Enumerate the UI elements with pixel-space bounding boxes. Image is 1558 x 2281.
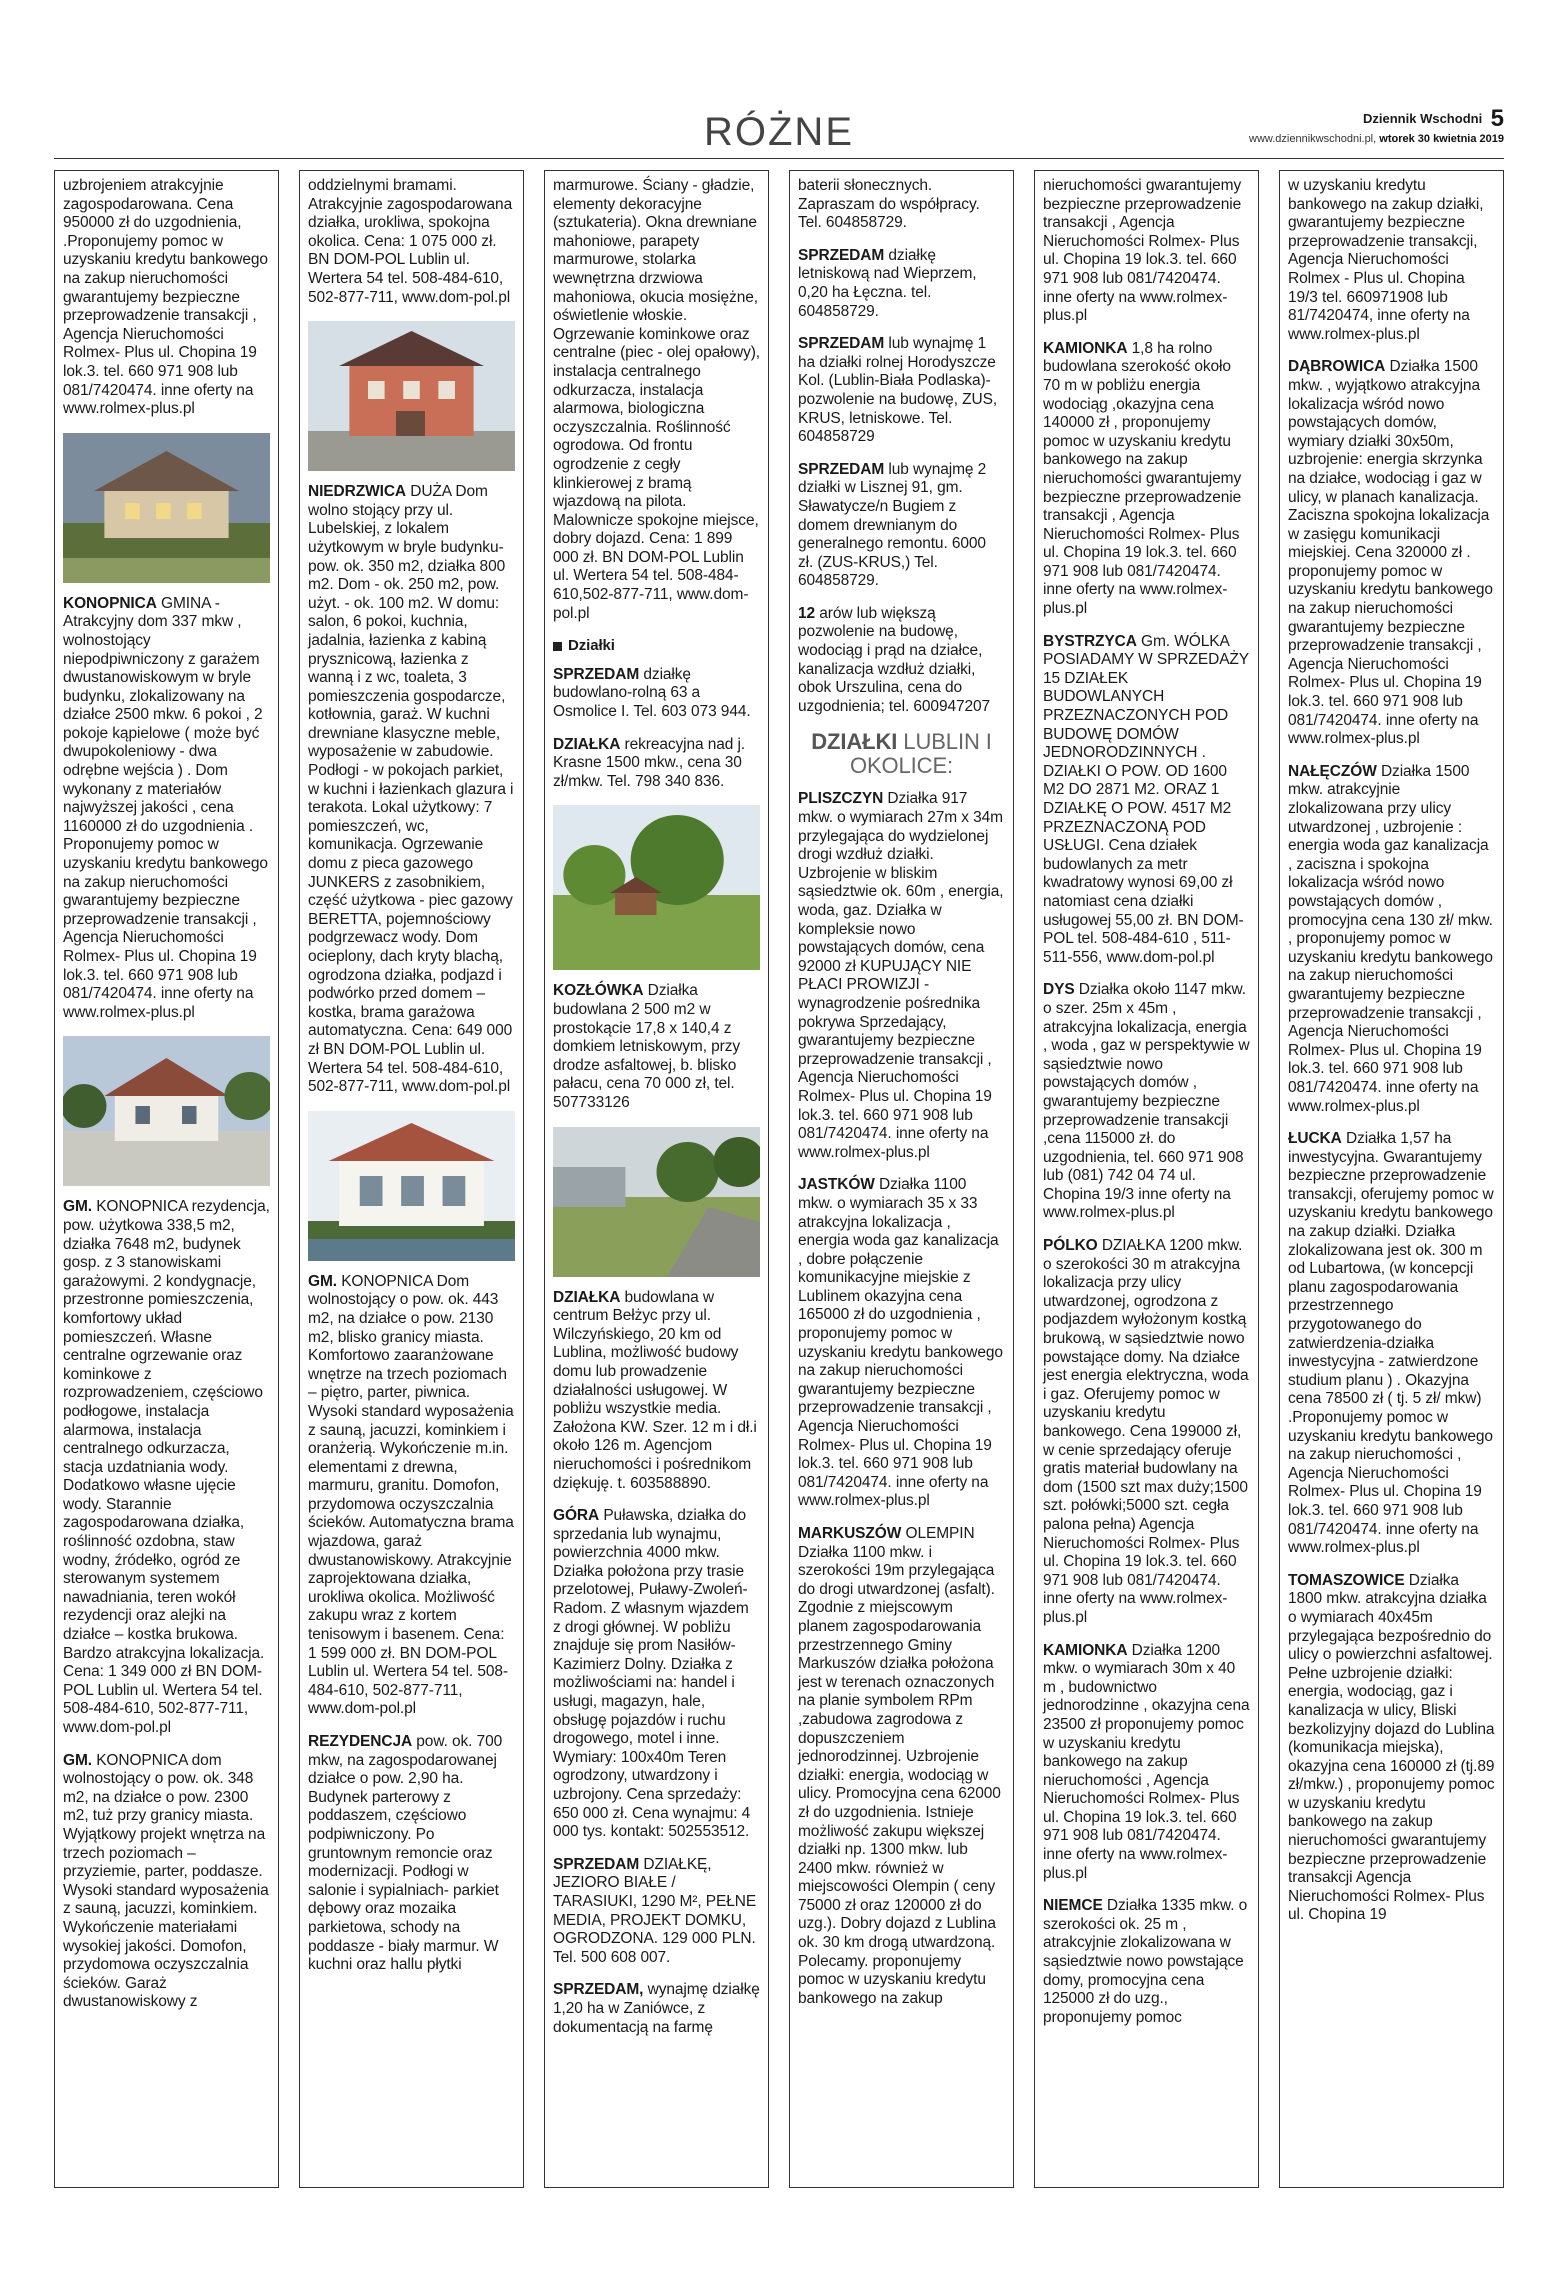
- ad-text: DZIAŁKA 1200 mkw. o szerokości 30 m atrakcyjna lokalizacja przy ulicy utwardzonej, ogrodzona z podjazdem wyłożonym kostką brukową, w sąsiedztwie nowo powstające domy. Na działce jest energia elektryczna, woda i gaz. Oferujemy pomoc w uzyskaniu kredytu bankowego. Cena 199000 zł, w cenie sprzedający oferuje gratis materiał budowlany na dom (1500 szt max duży;1500 szt. połówki;5000 szt. cegła palona pełna) Agencja Nieruchomości Rolmex- Plus ul. Chopina 19 lok.3. tel. 660 971 908 lub 081/7420474. inne oferty na www.rolmex-plus.pl: [1043, 1237, 1249, 1626]
- classified-ad: [553, 982, 760, 1112]
- ad-text: działkę budowlano-rolną 63 a Osmolice I. Tel. 603 073 944.: [553, 665, 751, 721]
- classified-ad: [1043, 633, 1250, 968]
- ad-lead: DZIAŁKA: [553, 735, 621, 753]
- ad-lead: SPRZEDAM: [798, 335, 885, 353]
- classified-ad: [553, 177, 760, 623]
- classified-ad: [63, 1198, 270, 1737]
- ad-text: OLEMPIN Działka 1100 mkw. i szerokości 19m przylegająca do drogi utwardzonej (asfalt). Zgodnie z miejscowym planem zagospodarowania przestrzennego Gminy Markuszów działka położona jest w terenach oznaczonych na planie symbolem RPm ,zabudowa zagrodowa z dopuszczeniem jednorodzinnej. Uzbrojenie działki: energia, wodociąg w ulicy. Promocyjna cena 62000 zł do uzgodnienia. Istnieje możliwość zakupu większej działki np. 1300 mkw. lub 2400 mkw. również w miejscowości Olempin ( ceny 75000 zł oraz 120000 zł do uzg.). Dobry dojazd z Lublina ok. 30 km drogą utwardzoną. Polecamy. proponujemy pomoc w uzyskaniu kredytu bankowego na zakup: [798, 1525, 1001, 2007]
- classified-ad: [553, 666, 760, 722]
- ad-text: 1,8 ha rolno budowlana szerokość około 70 m w pobliżu energia wodociąg ,okazyjna cena 140000 zł , proponujemy pomoc w uzyskaniu kredytu bankowego na zakup nieruchomości gwarantujemy bezpieczne przeprowadzenie transakcji , Agencja Nieruchomości Rolmex- Plus ul. Chopina 19 lok.3. tel. 660 971 908 lub 081/7420474. inne oferty na www.rolmex-plus.pl: [1043, 339, 1242, 618]
- ad-text: nieruchomości gwarantujemy bezpieczne przeprowadzenie transakcji , Agencja Nieruchomości Rolmex- Plus ul. Chopina 19 lok.3. tel. 660 971 908 lub 081/7420474. inne oferty na www.rolmex-plus.pl: [1043, 177, 1242, 325]
- ad-text: działkę letniskową nad Wieprzem, 0,20 ha Łęczna. tel. 604858729.: [798, 246, 977, 320]
- ad-lead: MARKUSZÓW: [798, 1525, 902, 1542]
- classified-ad: [553, 1981, 760, 2037]
- classified-ad: [798, 1176, 1005, 1511]
- house-photo-image: [308, 321, 515, 471]
- subsection-heading: [798, 730, 1005, 778]
- ad-text: Działka 1800 mkw. atrakcyjna działka o wymiarach 40x45m przylegająca bezpośrednio do ulicy o powierzchni asfaltowej. Pełne uzbrojenie działki: energia, wodociąg, gaz i kanalizacja w ulicy, Bliski bezkolizyjny dojazd do Lublina (komunikacja miejska), okazyjna cena 160000 zł (tj.89 zł/mkw.) , proponujemy pomoc w uzyskaniu kredytu bankowego na zakup nieruchomości gwarantujemy bezpieczne przeprowadzenie transakcji Agencja Nieruchomości Rolmex- Plus ul. Chopina 19: [1288, 1571, 1495, 1924]
- ad-lead: DĄBROWICA: [1288, 358, 1386, 376]
- ad-text: marmurowe. Ściany - gładzie, elementy dekoracyjne (sztukateria). Okna drewniane mahoniowe, parapety marmurowe, stolarka wewnętrzna drzwiowa mahoniowa, okucia mosiężne, oświetlenie włoskie. Ogrzewanie kominkowe oraz centralne (piec - olej opałowy), instalacja centralnego odkurzacza, instalacja alarmowa, biologiczna oczyszczalnia. Roślinność ogrodowa. Od frontu ogrodzenie z cegły klinkierowej z bramą wjazdową na pilota. Malownicze spokojne miejsce, dobry dojazd. Cena: 1 899 000 zł. BN DOM-POL Lublin ul. Wertera 54 tel. 508-484-610,502-877-711, www.dom-pol.pl: [553, 177, 761, 622]
- classified-ad: [798, 461, 1005, 591]
- ad-text: KONOPNICA dom wolnostojący o pow. ok. 348 m2, na działce o pow. 2300 m2, tuż przy granicy miasta. Wyjątkowy projekt wnętrza na trzech poziomach – przyziemie, parter, poddasze. Wysoki standard wyposażenia z sauną, jacuzzi, kominkiem. Wykończenie materiałami wysokiej jakości. Domofon, przydomowa oczyszczalnia ścieków. Garaż dwustanowiskowy z: [63, 1751, 269, 2011]
- classified-ad: [1288, 763, 1495, 1116]
- ad-lead: NIEDRZWICA: [308, 483, 407, 501]
- ad-text: DUŻA Dom wolno stojący przy ul. Lubelskiej, z lokalem użytkowym w bryle budynku- pow. ok. 350 m2, działka 800 m2. Dom - ok. 250 m2, pow. użyt. - ok. 100 m2. W domu: salon, 6 pokoi, kuchnia, jadalnia, łazienka z kabiną prysznicową, łazienka z wanną i z wc, toaleta, 3 pomieszczenia gospodarcze, kotłownia, garaż. W kuchni drewniane klasyczne meble, wyposażenie w zabudowie. Podłogi - w pokojach parkiet, w kuchni i łazienkach glazura i terakota. Lokal użytkowy: 7 pomieszczeń, wc, komunikacja. Ogrzewanie domu z pieca gazowego JUNKERS z zasobnikiem, część użytkowa - piec gazowy BERETTA, pojemnościowy podgrzewacz wody. Dom ocieplony, dach kryty blachą, ogrodzona działka, podjazd i podwórko przed domem – kostka, brama garażowa automatyczna. Cena: 649 000 zł BN DOM-POL Lublin ul. Wertera 54 tel. 508-484-610, 502-877-711, www.dom-pol.pl: [308, 483, 514, 1096]
- column-3: [544, 170, 769, 2188]
- ad-text: uzbrojeniem atrakcyjnie zagospodarowana. Cena 950000 zł do uzgodnienia, .Proponujemy pomoc w uzyskaniu kredytu bankowego na zakup nieruchomości gwarantujemy bezpieczne przeprowadzenie transakcji , Agencja Nieruchomości Rolmex- Plus ul. Chopina 19 lok.3. tel. 660 971 908 lub 081/7420474. inne oferty na www.rolmex-plus.pl: [63, 177, 268, 418]
- ad-text: oddzielnymi bramami. Atrakcyjnie zagospodarowana działka, urokliwa, spokojna okolica. Cena: 1 075 000 zł. BN DOM-POL Lublin ul. Wertera 54 tel. 508-484-610, 502-877-711, www.dom-pol.pl: [308, 177, 513, 306]
- plot-photo-image: [553, 1127, 760, 1277]
- website[interactable]: www.dziennikwschodni.pl: [1249, 133, 1374, 145]
- classified-ad: [1043, 1237, 1250, 1627]
- ad-lead: PÓLKO: [1043, 1237, 1098, 1255]
- classified-ad: [1043, 1642, 1250, 1884]
- classified-ad: [63, 1752, 270, 2012]
- ad-text: Działka 1100 mkw. o wymiarach 35 x 33 atrakcyjna lokalizacja , energia woda gaz kanalizacja , dobre połączenie komunikacyjne miejskie z Lublinem okazyjna cena 165000 zł do uzgodnienia , proponujemy pomoc w uzyskaniu kredytu bankowego na zakup nieruchomości gwarantujemy bezpieczne przeprowadzenie transakcji , Agencja Nieruchomości Rolmex- Plus ul. Chopina 19 lok.3. tel. 660 971 908 lub 081/7420474. inne oferty na www.rolmex-plus.pl: [798, 1176, 1003, 1510]
- classified-ad: [308, 483, 515, 1097]
- plot-photo: [553, 1127, 760, 1277]
- ad-text: w uzyskaniu kredytu bankowego na zakup działki, gwarantujemy bezpieczne przeprowadzenie transakcji, Agencja Nieruchomości Rolmex - Plus ul. Chopina 19/3 tel. 660971908 lub 81/7420474, inne oferty na www.rolmex-plus.pl: [1288, 177, 1484, 343]
- category-label: Działki: [568, 637, 615, 655]
- classified-ad: [308, 1733, 515, 1975]
- ad-lead: GM.: [63, 1198, 92, 1216]
- classified-ad: [1288, 177, 1495, 344]
- ad-text: Działka 1,57 ha inwestycyjna. Gwarantujemy bezpieczne przeprowadzenie transakcji, oferujemy pomoc w uzyskaniu kredytu bankowego na zakup działki. Działka zlokalizowana jest ok. 300 m od Lubartowa, (w koncepcji planu zagospodarowania przestrzennego przygotowanego do zatwierdzenia-działka inwestycyjna - zatwierdzone studium planu ) . Okazyjna cena 78500 zł ( tj. 5 zł/ mkw) .Proponujemy pomoc w uzyskaniu kredytu bankowego na zakup nieruchomości , Agencja Nieruchomości Rolmex- Plus ul. Chopina 19 lok.3. tel. 660 971 908 lub 081/7420474. inne oferty na www.rolmex-plus.pl: [1288, 1130, 1494, 1557]
- ad-lead: SPRZEDAM: [798, 246, 885, 264]
- classified-ad: [1043, 1897, 1250, 2027]
- ad-text: Działka budowlana 2 500 m2 w prostokącie 17,8 x 140,4 z domkiem letniskowym, przy drodze asfaltowej, b. blisko pałacu, cena 70 000 zł, tel. 507733126: [553, 982, 740, 1111]
- ad-text: KONOPNICA Dom wolnostojący o pow. ok. 443 m2, na działce o pow. 2130 m2, blisko granicy miasta. Komfortowo zaaranżowane wnętrze na trzech poziomach – piętro, parter, piwnica. Wysoki standard wyposażenia z sauną, jacuzzi, kominkiem i oranżerią. Wykończenie m.in. elementami z drewna, marmuru, granitu. Domofon, przydomowa oczyszczalnia ścieków. Automatyczna brama wjazdowa, garaż dwustanowiskowy. Atrakcyjnie zaprojektowana działka, urokliwa okolica. Możliwość zakupu wraz z kortem tenisowym i basenem. Cena: 1 599 000 zł. BN DOM-POL Lublin ul. Wertera 54 tel. 508-484-610, 502-877-711, www.dom-pol.pl: [308, 1272, 514, 1718]
- classified-ad: [798, 790, 1005, 1162]
- ad-text: Puławska, działka do sprzedania lub wynajmu, powierzchnia 4000 mkw. Działka położona przy trasie przelotowej, Puławy-Zwoleń-Radom. Z własnym wjazdem z drogi głównej. W pobliżu znajduje się prom Nasiłów-Kazimierz Dolny. Działka z możliwościami na: handel i usługi, magazyn, hale, obsługę pojazdów i ruchu drogowego, motel i inne. Wymiary: 100x40m Teren ogrodzony, utwardzony i uzbrojony. Cena sprzedaży: 650 000 zł. Cena wynajmu: 4 000 tys. kontakt: 502553512.: [553, 1507, 751, 1841]
- classified-ad: [553, 1856, 760, 1968]
- plot-photo-image: [553, 805, 760, 970]
- ad-text: Gm. WÓLKA POSIADAMY W SPRZEDAŻY 15 DZIAŁEK BUDOWLANYCH PRZEZNACZONYCH POD BUDOWĘ DOMÓW JEDNORODZINNYCH . DZIAŁKI O POW. OD 1600 M2 DO 2871 M2. ORAZ 1 DZIAŁKĘ O POW. 4517 M2 PRZEZNACZONĄ POD USŁUGI. Cena działek budowlanych za metr kwadratowy wynosi 69,00 zł natomiast cena działki usługowej 55,00 zł. BN DOM-POL tel. 508-484-610 , 511-511-556, www.dom-pol.pl: [1043, 632, 1249, 966]
- classified-ad: [63, 177, 270, 419]
- house-photo: [63, 433, 270, 583]
- column-5: [1034, 170, 1259, 2188]
- classified-ad: [798, 335, 1005, 447]
- ad-lead: GM.: [308, 1272, 337, 1290]
- ad-text: Działka 1335 mkw. o szerokości ok. 25 m , atrakcyjnie zlokalizowana w sąsiedztwie nowo powstające domy, promocyjna cena 125000 zł do uzg., proponujemy pomoc: [1043, 1897, 1248, 2026]
- ad-text: budowlana w centrum Bełżyc przy ul. Wilczyńskiego, 20 km od Lublina, możliwość budowy domu lub prowadzenie działalności usługowej. W pobliżu wszystkie media. Założona KW. Szer. 12 m i dł.i około 126 m. Agencjom nieruchomości i pośrednikom dziękuję. t. 603588890.: [553, 1288, 757, 1492]
- ad-lead: SPRZEDAM: [798, 460, 885, 478]
- ad-lead: SPRZEDAM: [553, 665, 640, 683]
- ad-lead: 12: [798, 604, 816, 622]
- classified-ad: [553, 736, 760, 792]
- ad-text: lub wynajmę 2 działki w Lisznej 91, gm. Sławatycze/n Bugiem z domem drewnianym do generalnego remontu. 6000 zł. (ZUS-KRUS,) Tel. 604858729.: [798, 460, 987, 590]
- classified-ad: [798, 247, 1005, 321]
- ad-text: wynajmę działkę 1,20 ha w Zaniówce, z dokumentacją na farmę: [553, 1981, 760, 2036]
- subsection-heading-rest: LUBLIN I OKOLICE:: [849, 729, 992, 779]
- ad-lead: ŁUCKA: [1288, 1130, 1342, 1148]
- page-number: 5: [1490, 105, 1504, 132]
- subsection-heading-bold: DZIAŁKI: [811, 729, 898, 755]
- ad-text: rekreacyjna nad j. Krasne 1500 mkw., cena 30 zł/mkw. Tel. 798 340 836.: [553, 735, 746, 790]
- classified-ad: [798, 1525, 1005, 2008]
- issue-date: wtorek 30 kwietnia 2019: [1379, 133, 1504, 145]
- category-heading: [553, 637, 760, 656]
- ad-lead: NAŁĘCZÓW: [1288, 762, 1377, 780]
- page-header: [54, 105, 1504, 159]
- ad-lead: DZIAŁKA: [553, 1288, 621, 1306]
- classified-ad: [1043, 340, 1250, 619]
- ad-lead: TOMASZOWICE: [1288, 1571, 1405, 1589]
- ad-text: baterii słonecznych. Zapraszam do współpracy. Tel. 604858729.: [798, 177, 980, 232]
- house-photo: [308, 1111, 515, 1261]
- column-1: [54, 170, 279, 2188]
- house-photo-image: [308, 1111, 515, 1261]
- ad-lead: KONOPNICA: [63, 594, 157, 612]
- classified-ad: [1288, 1130, 1495, 1558]
- ad-text: DZIAŁKĘ, JEZIORO BIAŁE / TARASIUKI, 1290 M², PEŁNE MEDIA, PROJEKT DOMKU, OGRODZONA. 129 000 PLN. Tel. 500 608 007.: [553, 1855, 757, 1966]
- brand-name: Dziennik Wschodni: [1363, 111, 1483, 126]
- ad-lead: PLISZCZYN: [798, 790, 884, 808]
- ad-text: Działka 1500 mkw. atrakcyjnie zlokalizowana przy ulicy utwardzonej , uzbrojenie : energia woda gaz kanalizacja , zaciszna i spokojna lokalizacja wśród nowo powstających domów , promocyjna cena 130 zł/ mkw. , proponujemy pomoc w uzyskaniu kredytu bankowego na zakup nieruchomości gwarantujemy bezpieczne przeprowadzenie transakcji , Agencja Nieruchomości Rolmex- Plus ul. Chopina 19 lok.3. tel. 660 971 908 lub 081/7420474. inne oferty na www.rolmex-plus.pl: [1288, 762, 1493, 1115]
- classified-ad: [308, 177, 515, 307]
- classified-ad: [1043, 177, 1250, 326]
- ad-lead: BYSTRZYCA: [1043, 632, 1137, 650]
- ad-lead: REZYDENCJA: [308, 1733, 413, 1750]
- ad-lead: GM.: [63, 1751, 92, 1769]
- house-photo-image: [63, 1036, 270, 1186]
- masthead: [1249, 105, 1504, 146]
- ad-text: GMINA - Atrakcyjny dom 337 mkw , wolnostojący niepodpiwniczony z garażem dwustanowiskowym w bryle budynku, zlokalizowany na działce 2500 mkw. 6 pokoi , 2 pokoje kąpielowe ( może być dwupokoleniowy - dwa odrębne wejścia ) . Dom wykonany z materiałów najwyższej jakości , cena 1160000 zł do uzgodnienia . Proponujemy pomoc w uzyskaniu kredytu bankowego na zakup nieruchomości gwarantujemy bezpieczne przeprowadzenie transakcji , Agencja Nieruchomości Rolmex- Plus ul. Chopina 19 lok.3. tel. 660 971 908 lub 081/7420474. inne oferty na www.rolmex-plus.pl: [63, 594, 268, 1021]
- column-4: [789, 170, 1014, 2188]
- section-title: RÓŻNE: [704, 110, 854, 154]
- classified-ad: [553, 1289, 760, 1494]
- ad-text: Działka 917 mkw. o wymiarach 27m x 34m przylegająca do wydzielonej drogi wzdłuż działki. Uzbrojenie w bliskim sąsiedztwie ok. 60m , energia, woda, gaz. Działka w kompleksie nowo powstających domów, cena 92000 zł KUPUJĄCY NIE PŁACI PROWIZJI -wynagrodzenie pośrednika pokrywa Sprzedający, gwarantujemy bezpieczne przeprowadzenie transakcji , Agencja Nieruchomości Rolmex- Plus ul. Chopina 19 lok.3. tel. 660 971 908 lub 081/7420474. inne oferty na www.rolmex-plus.pl: [798, 790, 1004, 1161]
- ad-lead: KAMIONKA: [1043, 339, 1128, 357]
- ad-text: arów lub większą pozwolenie na budowę, wodociąg i prąd na działce, kanalizacja wzdłuż działki, obok Urszulina, cena do uzgodnienia; tel. 600947207: [798, 604, 991, 715]
- ad-lead: JASTKÓW: [798, 1176, 875, 1194]
- ad-lead: SPRZEDAM,: [553, 1981, 644, 1999]
- classified-ad: [553, 1507, 760, 1842]
- classified-ad: [1288, 358, 1495, 748]
- ad-lead: SPRZEDAM: [553, 1855, 640, 1873]
- house-photo: [63, 1036, 270, 1186]
- classified-ad: [63, 595, 270, 1023]
- plot-photo: [553, 805, 760, 970]
- ad-lead: KOZŁÓWKA: [553, 982, 644, 1000]
- ad-lead: DYS: [1043, 981, 1075, 999]
- masthead-meta: www.dziennikwschodni.pl, wtorek 30 kwietnia 2019: [1249, 133, 1504, 145]
- ad-text: KONOPNICA rezydencja, pow. użytkowa 338,5 m2, działka 7648 m2, budynek gosp. z 3 stanowiskami garażowymi. 2 kondygnacje, przestronne pomieszczenia, komfortowy układ pomieszczeń. Własne centralne ogrzewanie oraz kominkowe z rozprowadzeniem, częściowo podłogowe, instalacja alarmowa, instalacja centralnego odkurzacza, stacja uzdatniania wody. Dodatkowo własne ujęcie wody. Starannie zagospodarowana działka, roślinność ozdobna, staw wodny, źródełko, ogród ze sterowanym systemem nawadniania, teren wokół rezydencji oraz alejki na działce – kostka brukowa. Bardzo atrakcyjna lokalizacja. Cena: 1 349 000 zł BN DOM-POL Lublin ul. Wertera 54 tel. 508-484-610, 502-877-711, www.dom-pol.pl: [63, 1198, 270, 1736]
- ad-text: Działka 1500 mkw. , wyjątkowo atrakcyjna lokalizacja wśród nowo powstających domów, wymiary działki 30x50m, uzbrojenie: energia skrzynka na działce, wodociąg i gaz w ulicy, w planach kanalizacja. Zaciszna spokojna lokalizacja w zasięgu komunikacji miejskiej. Cena 320000 zł . proponujemy pomoc w uzyskaniu kredytu bankowego na zakup nieruchomości gwarantujemy bezpieczne przeprowadzenie transakcji , Agencja Nieruchomości Rolmex- Plus ul. Chopina 19 lok.3. tel. 660 971 908 lub 081/7420474. inne oferty na www.rolmex-plus.pl: [1288, 358, 1493, 748]
- ad-text: lub wynajmę 1 ha działki rolnej Horodyszcze Kol. (Lublin-Biała Podlaska)-pozwolenie na budowę, ZUS, KRUS, letniskowe. Tel. 604858729: [798, 335, 998, 446]
- classified-ad: [1043, 981, 1250, 1223]
- square-bullet-icon: [553, 642, 562, 651]
- ads-columns: [54, 170, 1504, 2188]
- house-photo: [308, 321, 515, 471]
- column-6: [1279, 170, 1504, 2188]
- classified-ad: [798, 177, 1005, 233]
- ad-lead: KAMIONKA: [1043, 1641, 1128, 1659]
- classified-ad: [798, 605, 1005, 717]
- ad-lead: GÓRA: [553, 1507, 600, 1525]
- classified-ad: [1288, 1572, 1495, 1925]
- ad-lead: NIEMCE: [1043, 1897, 1103, 1915]
- ad-text: pow. ok. 700 mkw, na zagospodarowanej działce o pow. 2,90 ha. Budynek parterowy z poddaszem, częściowo podpiwniczony. Po gruntownym remoncie oraz modernizacji. Podłogi w salonie i sypialniach- parkiet dębowy oraz mozaika parkietowa, schody na poddasze - biały marmur. W kuchni oraz hallu płytki: [308, 1733, 503, 1974]
- ad-text: Działka około 1147 mkw. o szer. 25m x 45m , atrakcyjna lokalizacja, energia , woda , gaz w perspektywie w sąsiedztwie nowo powstających domów , gwarantujemy bezpieczne przeprowadzenie transakcji ,cena 115000 zł. do uzgodnienia, tel. 660 971 908 lub (081) 742 04 74 ul. Chopina 19/3 inne oferty na www.rolmex-plus.pl: [1043, 981, 1250, 1222]
- ad-text: Działka 1200 mkw. o wymiarach 30m x 40 m , budownictwo jednorodzinne , okazyjna cena 23500 zł proponujemy pomoc w uzyskaniu kredytu bankowego na zakup nieruchomości , Agencja Nieruchomości Rolmex- Plus ul. Chopina 19 lok.3. tel. 660 971 908 lub 081/7420474. inne oferty na www.rolmex-plus.pl: [1043, 1641, 1250, 1882]
- column-2: [299, 170, 524, 2188]
- classified-ad: [308, 1273, 515, 1719]
- house-photo-image: [63, 433, 270, 583]
